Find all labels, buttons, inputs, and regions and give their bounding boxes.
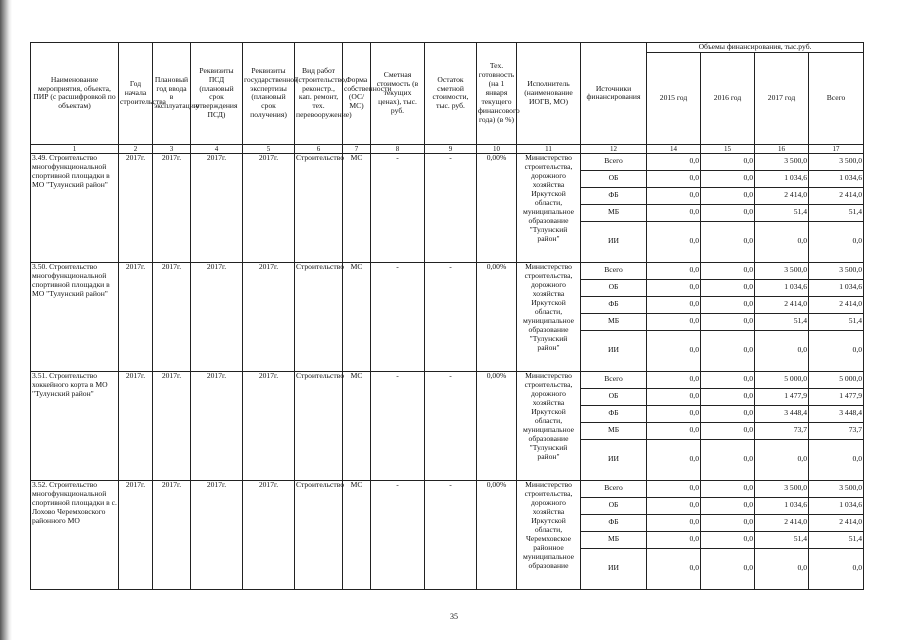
column-number: 1	[31, 144, 119, 153]
amount-y2016-cell: 0,0	[701, 262, 755, 279]
column-number: 7	[343, 144, 371, 153]
column-number: 15	[701, 144, 755, 153]
amount-total-cell: 73,7	[809, 422, 864, 439]
readiness-percent-cell: 0,00%	[477, 262, 517, 371]
executor-cell: Министерство строительства, дорожного хозяйства Иркутской области, Черемховское районное муниципальное образование	[517, 480, 581, 589]
amount-y2015-cell: 0,0	[647, 330, 701, 371]
start-year-cell: 2017г.	[119, 262, 153, 371]
amount-y2016-cell: 0,0	[701, 531, 755, 548]
amount-y2015-cell: 0,0	[647, 313, 701, 330]
amount-total-cell: 3 500,0	[809, 153, 864, 170]
amount-total-cell: 1 034,6	[809, 170, 864, 187]
start-year-cell: 2017г.	[119, 371, 153, 480]
amount-y2016-cell: 0,0	[701, 439, 755, 480]
funding-source-cell: ИИ	[581, 221, 647, 262]
object-name-cell: 3.51. Строительство хоккейного корта в МО "Тулунский район"	[31, 371, 119, 480]
amount-y2017-cell: 73,7	[755, 422, 809, 439]
column-number: 10	[477, 144, 517, 153]
table-row	[31, 480, 864, 497]
amount-total-cell: 3 448,4	[809, 405, 864, 422]
header-year-2016: 2016 год	[701, 52, 755, 144]
amount-y2017-cell: 0,0	[755, 439, 809, 480]
amount-y2015-cell: 0,0	[647, 279, 701, 296]
amount-y2015-cell: 0,0	[647, 531, 701, 548]
funding-source-cell: ИИ	[581, 439, 647, 480]
amount-y2016-cell: 0,0	[701, 204, 755, 221]
amount-total-cell: 51,4	[809, 313, 864, 330]
amount-y2015-cell: 0,0	[647, 497, 701, 514]
header-ownership: Форма собственности (ОС/МС)	[343, 43, 371, 145]
column-numbering-row	[31, 144, 864, 153]
amount-y2015-cell: 0,0	[647, 548, 701, 589]
funding-source-cell: ОБ	[581, 388, 647, 405]
amount-y2017-cell: 2 414,0	[755, 514, 809, 531]
funding-source-cell: Всего	[581, 480, 647, 497]
table-row	[31, 371, 864, 388]
psd-requisites-cell: 2017г.	[191, 480, 243, 589]
column-number: 5	[243, 144, 295, 153]
amount-y2016-cell: 0,0	[701, 279, 755, 296]
column-number: 16	[755, 144, 809, 153]
amount-total-cell: 0,0	[809, 221, 864, 262]
amount-total-cell: 3 500,0	[809, 480, 864, 497]
funding-source-cell: ФБ	[581, 296, 647, 313]
amount-total-cell: 5 000,0	[809, 371, 864, 388]
psd-requisites-cell: 2017г.	[191, 153, 243, 262]
ownership-form-cell: МС	[343, 371, 371, 480]
header-funding-group: Объемы финансирования, тыс.руб.	[647, 43, 864, 53]
amount-y2015-cell: 0,0	[647, 388, 701, 405]
amount-y2017-cell: 2 414,0	[755, 296, 809, 313]
expertise-requisites-cell: 2017г.	[243, 371, 295, 480]
amount-y2016-cell: 0,0	[701, 371, 755, 388]
amount-y2017-cell: 3 500,0	[755, 480, 809, 497]
amount-y2015-cell: 0,0	[647, 371, 701, 388]
funding-source-cell: ОБ	[581, 279, 647, 296]
amount-y2015-cell: 0,0	[647, 153, 701, 170]
work-type-cell: Строительство	[295, 153, 343, 262]
table-row	[31, 262, 864, 279]
header-expertise: Реквизиты государственной экспертизы (плановый срок получения)	[243, 43, 295, 145]
amount-total-cell: 1 034,6	[809, 497, 864, 514]
estimated-cost-cell: -	[371, 262, 425, 371]
cost-remainder-cell: -	[425, 371, 477, 480]
funding-source-cell: ОБ	[581, 497, 647, 514]
executor-cell: Министерство строительства, дорожного хозяйства Иркутской области, муниципальное образование "Тулунский район"	[517, 153, 581, 262]
header-estimated-cost: Сметная стоимость (в текущих ценах), тыс. руб.	[371, 43, 425, 145]
estimated-cost-cell: -	[371, 480, 425, 589]
ownership-form-cell: МС	[343, 480, 371, 589]
amount-y2017-cell: 1 034,6	[755, 170, 809, 187]
commission-year-cell: 2017г.	[153, 262, 191, 371]
column-number: 6	[295, 144, 343, 153]
funding-source-cell: МБ	[581, 531, 647, 548]
amount-y2016-cell: 0,0	[701, 548, 755, 589]
executor-cell: Министерство строительства, дорожного хозяйства Иркутской области, муниципальное образование "Тулунский район"	[517, 371, 581, 480]
readiness-percent-cell: 0,00%	[477, 153, 517, 262]
amount-y2016-cell: 0,0	[701, 388, 755, 405]
object-name-cell: 3.49. Строительство многофункциональной спортивной площадки в МО "Тулунский район"	[31, 153, 119, 262]
funding-source-cell: ФБ	[581, 187, 647, 204]
psd-requisites-cell: 2017г.	[191, 371, 243, 480]
funding-source-cell: ИИ	[581, 330, 647, 371]
amount-y2015-cell: 0,0	[647, 204, 701, 221]
ownership-form-cell: МС	[343, 262, 371, 371]
amount-y2016-cell: 0,0	[701, 480, 755, 497]
amount-y2016-cell: 0,0	[701, 170, 755, 187]
commission-year-cell: 2017г.	[153, 480, 191, 589]
amount-total-cell: 0,0	[809, 439, 864, 480]
work-type-cell: Строительство	[295, 262, 343, 371]
commission-year-cell: 2017г.	[153, 371, 191, 480]
amount-y2015-cell: 0,0	[647, 296, 701, 313]
page-number: 35	[450, 612, 458, 621]
commission-year-cell: 2017г.	[153, 153, 191, 262]
amount-y2016-cell: 0,0	[701, 422, 755, 439]
amount-y2017-cell: 51,4	[755, 204, 809, 221]
amount-total-cell: 1 477,9	[809, 388, 864, 405]
column-number: 3	[153, 144, 191, 153]
amount-y2016-cell: 0,0	[701, 497, 755, 514]
amount-y2017-cell: 2 414,0	[755, 187, 809, 204]
amount-total-cell: 1 034,6	[809, 279, 864, 296]
amount-y2016-cell: 0,0	[701, 313, 755, 330]
scan-page-edge	[0, 0, 12, 640]
funding-source-cell: ФБ	[581, 405, 647, 422]
amount-y2015-cell: 0,0	[647, 221, 701, 262]
readiness-percent-cell: 0,00%	[477, 480, 517, 589]
funding-source-cell: ФБ	[581, 514, 647, 531]
amount-y2016-cell: 0,0	[701, 221, 755, 262]
cost-remainder-cell: -	[425, 480, 477, 589]
header-total: Всего	[809, 52, 864, 144]
amount-total-cell: 2 414,0	[809, 514, 864, 531]
readiness-percent-cell: 0,00%	[477, 371, 517, 480]
object-name-cell: 3.50. Строительство многофункциональной спортивной площадки в МО "Тулунский район"	[31, 262, 119, 371]
amount-y2017-cell: 0,0	[755, 548, 809, 589]
amount-y2017-cell: 1 477,9	[755, 388, 809, 405]
header-cost-remainder: Остаток сметной стоимости, тыс. руб.	[425, 43, 477, 145]
amount-total-cell: 3 500,0	[809, 262, 864, 279]
header-readiness: Тех. готовность (на 1 января текущего финансового года) (в %)	[477, 43, 517, 145]
amount-y2015-cell: 0,0	[647, 187, 701, 204]
funding-source-cell: ОБ	[581, 170, 647, 187]
amount-y2017-cell: 0,0	[755, 330, 809, 371]
funding-source-cell: ИИ	[581, 548, 647, 589]
amount-y2015-cell: 0,0	[647, 514, 701, 531]
amount-y2016-cell: 0,0	[701, 187, 755, 204]
amount-y2016-cell: 0,0	[701, 405, 755, 422]
header-start-year: Год начала строительства	[119, 43, 153, 145]
amount-y2017-cell: 0,0	[755, 221, 809, 262]
amount-y2016-cell: 0,0	[701, 514, 755, 531]
header-psd: Реквизиты ПСД (плановый срок утверждения ПСД)	[191, 43, 243, 145]
header-year-2017: 2017 год	[755, 52, 809, 144]
work-type-cell: Строительство	[295, 371, 343, 480]
amount-y2017-cell: 3 448,4	[755, 405, 809, 422]
amount-total-cell: 2 414,0	[809, 187, 864, 204]
work-type-cell: Строительство	[295, 480, 343, 589]
amount-y2016-cell: 0,0	[701, 153, 755, 170]
column-number: 17	[809, 144, 864, 153]
psd-requisites-cell: 2017г.	[191, 262, 243, 371]
column-number: 11	[517, 144, 581, 153]
funding-source-cell: Всего	[581, 262, 647, 279]
cost-remainder-cell: -	[425, 153, 477, 262]
amount-y2016-cell: 0,0	[701, 296, 755, 313]
table-row	[31, 153, 864, 170]
amount-total-cell: 51,4	[809, 204, 864, 221]
amount-y2017-cell: 1 034,6	[755, 497, 809, 514]
amount-y2015-cell: 0,0	[647, 262, 701, 279]
header-funding-source: Источники финансирования	[581, 43, 647, 145]
funding-source-cell: МБ	[581, 422, 647, 439]
amount-total-cell: 0,0	[809, 548, 864, 589]
amount-y2015-cell: 0,0	[647, 405, 701, 422]
column-number: 9	[425, 144, 477, 153]
cost-remainder-cell: -	[425, 262, 477, 371]
column-number: 2	[119, 144, 153, 153]
amount-y2017-cell: 5 000,0	[755, 371, 809, 388]
estimated-cost-cell: -	[371, 153, 425, 262]
amount-y2017-cell: 51,4	[755, 531, 809, 548]
expertise-requisites-cell: 2017г.	[243, 262, 295, 371]
amount-total-cell: 0,0	[809, 330, 864, 371]
amount-total-cell: 2 414,0	[809, 296, 864, 313]
amount-y2016-cell: 0,0	[701, 330, 755, 371]
object-name-cell: 3.52. Строительство многофункциональной спортивной площадки в с. Лохово Черемховского районного МО	[31, 480, 119, 589]
expertise-requisites-cell: 2017г.	[243, 480, 295, 589]
amount-y2015-cell: 0,0	[647, 439, 701, 480]
column-number: 4	[191, 144, 243, 153]
amount-y2015-cell: 0,0	[647, 480, 701, 497]
amount-y2017-cell: 3 500,0	[755, 153, 809, 170]
amount-y2017-cell: 51,4	[755, 313, 809, 330]
column-number: 8	[371, 144, 425, 153]
amount-y2015-cell: 0,0	[647, 170, 701, 187]
start-year-cell: 2017г.	[119, 480, 153, 589]
executor-cell: Министерство строительства, дорожного хозяйства Иркутской области, муниципальное образование "Тулунский район"	[517, 262, 581, 371]
amount-y2017-cell: 1 034,6	[755, 279, 809, 296]
header-executor: Исполнитель (наименование ИОГВ, МО)	[517, 43, 581, 145]
funding-source-cell: МБ	[581, 313, 647, 330]
column-number: 14	[647, 144, 701, 153]
financing-table	[30, 42, 864, 590]
column-number: 12	[581, 144, 647, 153]
header-name: Наименование мероприятия, объекта, ПИР (с расшифровкой по объектам)	[31, 43, 119, 145]
header-work-type: Вид работ (строительство, реконстр., кап. ремонт, тех. перевооружение)	[295, 43, 343, 145]
amount-total-cell: 51,4	[809, 531, 864, 548]
funding-source-cell: Всего	[581, 153, 647, 170]
amount-y2017-cell: 3 500,0	[755, 262, 809, 279]
start-year-cell: 2017г.	[119, 153, 153, 262]
amount-y2015-cell: 0,0	[647, 422, 701, 439]
header-commission-year: Плановый год ввода в эксплуатацию	[153, 43, 191, 145]
expertise-requisites-cell: 2017г.	[243, 153, 295, 262]
header-year-2015: 2015 год	[647, 52, 701, 144]
funding-source-cell: Всего	[581, 371, 647, 388]
funding-source-cell: МБ	[581, 204, 647, 221]
estimated-cost-cell: -	[371, 371, 425, 480]
ownership-form-cell: МС	[343, 153, 371, 262]
